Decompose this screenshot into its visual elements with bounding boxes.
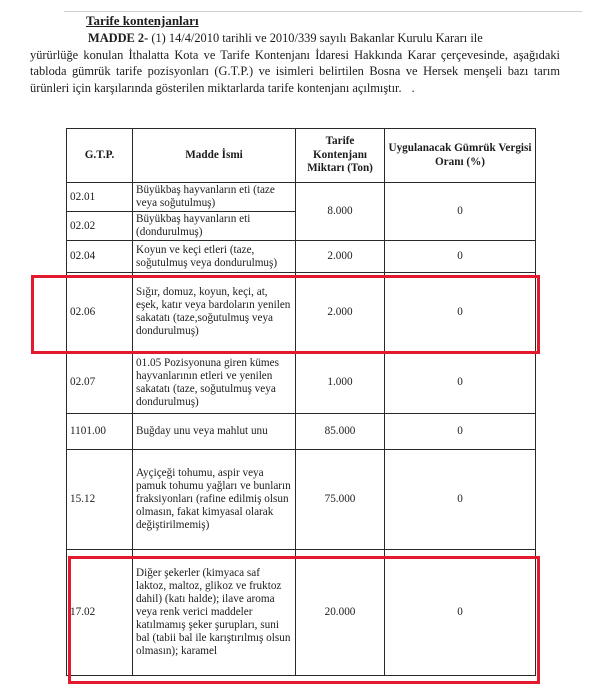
cell-rate: 0 — [385, 550, 536, 676]
cell-quota: 1.000 — [296, 352, 385, 414]
table-row — [67, 450, 536, 550]
cell-name: Buğday unu veya mahlut unu — [133, 414, 296, 450]
header-gtp: G.T.P. — [67, 129, 133, 183]
cell-name: Diğer şekerler (kimyaca saf laktoz, maltoz, glikoz ve fruktoz dahil) (katı halde); ilave aroma veya renk verici maddeler katılmamış şeker şurupları, suni bal (tabii bal ile karıştırılmış olsun olmasın); karamel — [133, 550, 296, 676]
cell-name: Büyükbaş hayvanların eti (dondurulmuş) — [133, 212, 296, 241]
cell-name: Ayçiçeği tohumu, aspir veya pamuk tohumu yağları ve bunların fraksiyonları (rafine edilmiş olsun olmasın, fakat kimyasal olarak değiştirilmemiş) — [133, 450, 296, 550]
header-name: Madde İsmi — [133, 129, 296, 183]
tariff-quota-table — [66, 128, 536, 676]
cell-quota: 8.000 — [296, 183, 385, 241]
cell-name: Sığır, domuz, koyun, keçi, at, eşek, katır veya bardoların yenilen sakatatı (taze,soğutulmuş veya dondurulmuş) — [133, 273, 296, 352]
table-row — [67, 550, 536, 676]
cell-name: Koyun ve keçi etleri (taze, soğutulmuş veya dondurulmuş) — [133, 241, 296, 273]
paragraph-rest-text: yürürlüğe konulan İthalatta Kota ve Tarife Kontenjanı İdaresi Hakkında Karar çerçevesinde, aşağıdaki tabloda gümrük tarife pozisyonları (G.T.P.) ve isimleri belirtilen Bosna ve Hersek menşeli bazı tarım ürünleri için karşılarında gösterilen miktarlarda tarife kontenjanı açılmıştır. — [30, 47, 560, 95]
section-heading: Tarife kontenjanları — [86, 13, 199, 28]
cell-name: Büyükbaş hayvanların eti (taze veya soğutulmuş) — [133, 183, 296, 212]
madde-label: MADDE 2- — [88, 31, 149, 45]
madde-paragraph — [30, 30, 560, 96]
cell-quota: 75.000 — [296, 450, 385, 550]
cell-gtp: 02.01 — [67, 183, 133, 212]
cell-quota: 2.000 — [296, 273, 385, 352]
cell-gtp: 15.12 — [67, 450, 133, 550]
table-row — [67, 183, 536, 212]
trailing-mark: . — [411, 80, 415, 95]
paragraph-first-text: (1) 14/4/2010 tarihli ve 2010/339 sayılı Bakanlar Kurulu Kararı ile — [151, 31, 483, 45]
cell-quota: 2.000 — [296, 241, 385, 273]
cell-gtp: 02.02 — [67, 212, 133, 241]
table-row — [67, 241, 536, 273]
header-rate: Uygulanacak Gümrük Vergisi Oranı (%) — [385, 129, 536, 183]
cell-rate: 0 — [385, 352, 536, 414]
cell-gtp: 02.06 — [67, 273, 133, 352]
cell-name: 01.05 Pozisyonuna giren kümes hayvanlarının etleri ve yenilen sakatatı (taze, soğutulmuş veya dondurulmuş) — [133, 352, 296, 414]
cell-rate: 0 — [385, 450, 536, 550]
cell-rate: 0 — [385, 414, 536, 450]
cell-gtp: 02.04 — [67, 241, 133, 273]
paragraph-first-line — [30, 30, 560, 47]
cell-gtp: 02.07 — [67, 352, 133, 414]
top-divider — [64, 11, 582, 12]
table-row — [67, 273, 536, 352]
cell-rate: 0 — [385, 273, 536, 352]
cell-gtp: 1101.00 — [67, 414, 133, 450]
table-row — [67, 414, 536, 450]
header-quota: Tarife Kontenjanı Miktarı (Ton) — [296, 129, 385, 183]
cell-quota: 85.000 — [296, 414, 385, 450]
table-header-row — [67, 129, 536, 183]
cell-quota: 20.000 — [296, 550, 385, 676]
table-row — [67, 352, 536, 414]
cell-rate: 0 — [385, 241, 536, 273]
cell-gtp: 17.02 — [67, 550, 133, 676]
cell-rate: 0 — [385, 183, 536, 241]
